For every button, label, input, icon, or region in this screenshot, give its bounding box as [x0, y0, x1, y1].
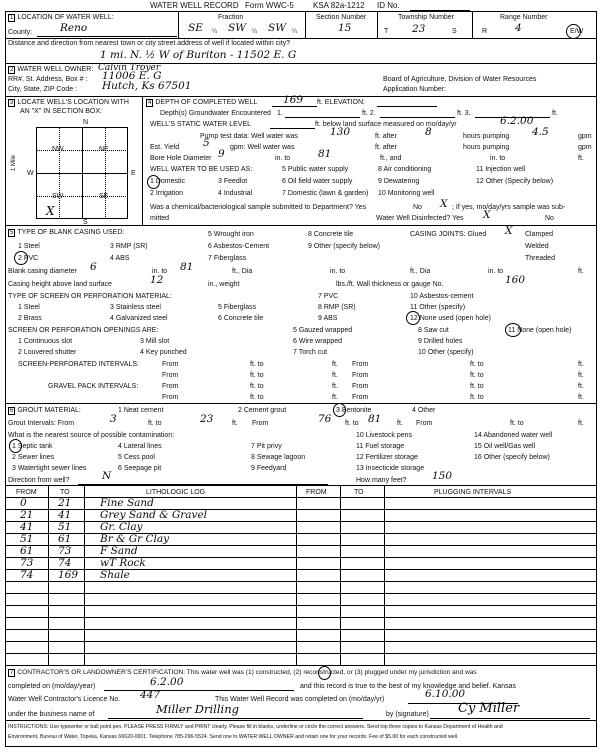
screen-12[interactable]: 12 None used (open hole)	[410, 315, 491, 322]
gauge-value[interactable]: 160	[505, 274, 526, 286]
grout-4[interactable]: 4 Other	[412, 407, 436, 414]
business-name-value[interactable]: Miller Drilling	[156, 702, 239, 716]
threaded-label: Threaded	[525, 255, 555, 262]
perf-from-1: From	[162, 361, 179, 368]
address-label: RR#, St. Address, Box # :	[8, 76, 88, 83]
section-number-value[interactable]: 15	[338, 22, 352, 34]
section-7-label: 7 CONTRACTOR'S OR LANDOWNER'S CERTIFICATION: This water well was (1) constructed, (2) reconstructed, or (3) plugged under my jurisdiction and was	[10, 669, 477, 676]
grout-to-2-label: ft. to	[345, 420, 359, 427]
constructed-circle	[318, 666, 331, 680]
grout-3[interactable]: 3 Bentonite	[336, 407, 372, 414]
clamped-label: Clamped	[525, 231, 554, 238]
pump-gpm-label: gpm	[578, 133, 592, 140]
bact-no-label: No	[413, 204, 422, 211]
pump-test-label: Pump test data: Well water was	[200, 133, 298, 140]
log-description[interactable]: Gr. Clay	[100, 521, 143, 533]
opening-11[interactable]: 11 None (open hole)	[508, 327, 572, 334]
how-many-feet-label: How many feet?	[356, 477, 407, 484]
how-many-feet-value[interactable]: 150	[432, 470, 453, 482]
use-10[interactable]: 10 Monitoring well	[378, 190, 435, 197]
casing-in-to-3: in. to	[488, 268, 504, 275]
record-completed-value[interactable]: 6.10.00	[425, 688, 466, 700]
contam-12[interactable]: 12 Fertilizer storage	[356, 454, 418, 461]
quarter-mark-2: ¼	[252, 29, 258, 35]
log-from[interactable]: 73	[20, 557, 34, 569]
quadrant-ne: NE	[99, 146, 109, 153]
completed-on-label: completed on (mo/day/year)	[8, 683, 96, 690]
screen-7[interactable]: 7 PVC	[318, 293, 339, 300]
casing-weight-label: in., weight	[208, 281, 240, 288]
range-label: Range Number	[500, 14, 548, 21]
section-2-label: 2 WATER WELL OWNER:	[10, 66, 94, 73]
perforated-intervals-label: SCREEN-PERFORATED INTERVALS:	[18, 361, 139, 368]
use-6[interactable]: 6 Oil field water supply	[282, 178, 353, 185]
contam-4[interactable]: 4 Lateral lines	[118, 443, 162, 450]
log-description[interactable]: wT Rock	[100, 557, 146, 569]
contam-8[interactable]: 8 Sewage lagoon	[251, 454, 306, 461]
grout-ft-3: ft.	[578, 420, 584, 427]
opening-6[interactable]: 6 Wire wrapped	[293, 338, 343, 345]
use-12[interactable]: 12 Other (Specify below)	[476, 178, 554, 185]
casing-4[interactable]: 4 ABS	[110, 255, 130, 262]
gravel-ft-3: ft.	[332, 394, 338, 401]
casing-2[interactable]: 2 PVC	[18, 255, 39, 262]
casing-lbs-label: lbs./ft. Wall thickness or gauge No.	[336, 281, 444, 288]
instructions-line-2: Environment, Bureau of Water, Topeka, Kansas 66620-0001. Telephone 785-296-5524. Send one to WATER WELL OWNER and retain one for your records. Fee of $5.00 for each constructed well.	[8, 734, 459, 740]
gravel-to-1: ft. to	[250, 383, 264, 390]
contam-13[interactable]: 13 Insecticide storage	[356, 465, 425, 472]
opening-4[interactable]: 4 Key punched	[140, 349, 187, 356]
gravel-ft-4: ft.	[578, 394, 584, 401]
county-value[interactable]: Reno	[60, 22, 88, 34]
contam-6[interactable]: 6 Seepage pit	[118, 465, 162, 472]
perf-from-2: From	[352, 361, 369, 368]
casing-8[interactable]: 8 Concrete tile	[308, 231, 354, 238]
grout-ft-1: ft.	[232, 420, 238, 427]
log-from[interactable]: 61	[20, 545, 34, 557]
board-label: Board of Agriculture, Division of Water Resources	[383, 76, 537, 83]
use-8[interactable]: 8 Air conditioning	[378, 166, 432, 173]
gravel-to-3: ft. to	[250, 394, 264, 401]
contam-10[interactable]: 10 Livestock pens	[356, 432, 413, 439]
casing-5[interactable]: 5 Wrought iron	[208, 231, 254, 238]
contam-14[interactable]: 14 Abandoned water well	[474, 432, 553, 439]
grout-to-1[interactable]: 23	[200, 413, 214, 425]
yield-hours-label: hours pumping	[463, 144, 510, 151]
yield-gpm-tail: gpm	[578, 144, 592, 151]
grout-to-3-label: ft. to	[510, 420, 524, 427]
quarter-mark-3: ¼	[292, 29, 298, 35]
id-number-label: ID No.	[377, 1, 400, 10]
opening-5[interactable]: 5 Gauzed wrapped	[293, 327, 353, 334]
contam-9[interactable]: 9 Feedyard	[251, 465, 287, 472]
use-7[interactable]: 7 Domestic (lawn & garden)	[282, 190, 369, 197]
screen-12-circle	[406, 311, 420, 325]
use-11[interactable]: 11 Injection well	[476, 166, 526, 173]
bore-in-label: in. to	[275, 155, 291, 162]
compass-w: W	[27, 170, 34, 177]
log-description[interactable]: F Sand	[100, 545, 138, 557]
disinfected-label: Water Well Disinfected? Yes	[376, 215, 464, 222]
casing-diameter-label: Blank casing diameter	[8, 268, 77, 275]
openings-label: SCREEN OR PERFORATION OPENINGS ARE:	[8, 327, 159, 334]
log-from[interactable]: 51	[20, 533, 34, 545]
distance-label: Distance and direction from nearest town or city street address of well if located within city?	[8, 40, 291, 47]
log-to[interactable]: 74	[58, 557, 72, 569]
screen-9[interactable]: 9 ABS	[318, 315, 338, 322]
gravel-from-1: From	[162, 383, 179, 390]
opening-1[interactable]: 1 Continuous slot	[18, 338, 73, 345]
log-to[interactable]: 169	[58, 569, 79, 581]
screen-4[interactable]: 4 Galvanized steel	[110, 315, 168, 322]
yield-after-label: ft. after	[375, 144, 397, 151]
yield-gpm-label: gpm: Well water was	[230, 144, 295, 151]
application-number-label: Application Number:	[383, 86, 447, 93]
bacteriological-label: Was a chemical/bacteriological sample submitted to Department? Yes	[150, 204, 367, 211]
opening-10[interactable]: 10 Other (specify)	[418, 349, 474, 356]
perf-to-3: ft. to	[250, 372, 264, 379]
grout-from-3-label: From	[416, 420, 433, 427]
perf-to-2: ft. to	[470, 361, 484, 368]
use-2[interactable]: 2 Irrigation	[150, 190, 184, 197]
contam-5[interactable]: 5 Cess pool	[118, 454, 155, 461]
fraction-q3[interactable]: SW	[268, 22, 286, 34]
log-to[interactable]: 41	[58, 509, 72, 521]
section-5-label: 5 TYPE OF BLANK CASING USED:	[10, 229, 125, 236]
casing-1[interactable]: 1 Steel	[18, 243, 40, 250]
pump-value[interactable]: 130	[330, 126, 351, 138]
screen-11[interactable]: 11 Other (specify)	[410, 304, 466, 311]
grout-from-1[interactable]: 3	[110, 413, 117, 425]
log-from[interactable]: 0	[20, 497, 27, 509]
city-label: City, State, ZIP Code :	[8, 86, 77, 93]
casing-height-value[interactable]: 12	[150, 274, 164, 286]
one-mile-label: 1 Mile	[11, 154, 18, 172]
city-value[interactable]: Hutch, Ks 67501	[102, 80, 192, 92]
casing-3[interactable]: 3 RMP (SR)	[110, 243, 148, 250]
direction-label: Direction from well?	[8, 477, 70, 484]
bore-and-label: ft., and	[380, 155, 402, 162]
contam-7[interactable]: 7 Pit privy	[251, 443, 282, 450]
log-from[interactable]: 41	[20, 521, 34, 533]
owner-name[interactable]: Calvin Troyer	[98, 63, 161, 73]
contam-16[interactable]: 16 Other (specify below)	[474, 454, 550, 461]
contam-3[interactable]: 3 Watertight sewer lines	[12, 465, 87, 472]
true-record-label: and this record is true to the best of my knowledge and belief. Kansas	[300, 683, 516, 690]
license-label: Water Well Contractor's Licence No.	[8, 696, 121, 703]
log-to[interactable]: 51	[58, 521, 72, 533]
grout-ft-2: ft.	[397, 420, 403, 427]
log-to[interactable]: 73	[58, 545, 72, 557]
section-3-label: 3 LOCATE WELL'S LOCATION WITH	[10, 99, 129, 106]
gw-ft: ft.	[552, 110, 558, 117]
screen-10[interactable]: 10 Asbestos-cement	[410, 293, 474, 300]
form-title: WATER WELL RECORD	[150, 1, 239, 10]
casing-in-to-2: in. to	[330, 268, 346, 275]
range-ew: E/W	[570, 28, 584, 35]
casing-joints-glued[interactable]: X	[505, 225, 513, 237]
gw-3: ft. 3.	[457, 110, 471, 117]
perf-ft-3: ft.	[332, 372, 338, 379]
casing-6[interactable]: 6 Asbestos-Cement	[208, 243, 270, 250]
distance-value[interactable]: 1 mi. N. ½ W of Buriton - 11502 E. G	[100, 49, 297, 61]
casing-ft-dia-2: ft., Dia	[410, 268, 431, 275]
perf-to-4: ft. to	[470, 372, 484, 379]
casing-9[interactable]: 9 Other (specify below)	[308, 243, 380, 250]
screen-6[interactable]: 6 Concrete tile	[218, 315, 264, 322]
bact-if-yes-label: ; If yes, mo/day/yrs sample was sub-	[452, 204, 566, 211]
casing-height-label: Casing height above land surface	[8, 281, 112, 288]
log-header-lithologic: LITHOLOGIC LOG	[146, 489, 206, 496]
signature-label: by (signature)	[386, 711, 429, 718]
gravel-ft-2: ft.	[578, 383, 584, 390]
section-number-label: Section Number	[316, 14, 367, 21]
casing-to-value[interactable]: 81	[180, 261, 194, 273]
opening-2[interactable]: 2 Louvered shutter	[18, 349, 77, 356]
grout-from-2[interactable]: 76	[318, 413, 332, 425]
opening-3[interactable]: 3 Mill slot	[140, 338, 170, 345]
range-r: R	[482, 28, 488, 35]
form-number: Form WWC-5	[245, 1, 294, 10]
quadrant-sw: SW	[52, 193, 64, 200]
depth-value[interactable]: 169	[283, 94, 304, 106]
section-1-label: 1 LOCATION OF WATER WELL:	[10, 14, 114, 21]
contam-1[interactable]: 1 Septic tank	[12, 443, 53, 450]
log-from[interactable]: 74	[20, 569, 34, 581]
grout-3-circle	[333, 403, 346, 417]
instructions-line-1: INSTRUCTIONS: Use typewriter or ball point pen. PLEASE PRESS FIRMLY and PRINT clearly. Please fill in blanks, underline or circle the correct answers. Send top three copies to Kansas Department of Health and	[8, 724, 503, 730]
grout-intervals-label: Grout Intervals: From	[8, 420, 75, 427]
use-1[interactable]: 1 Domestic	[150, 178, 186, 185]
range-east-circle	[566, 24, 584, 39]
grout-1[interactable]: 1 Neat cement	[118, 407, 164, 414]
use-4[interactable]: 4 Industrial	[218, 190, 253, 197]
gravel-pack-label: GRAVEL PACK INTERVALS:	[48, 383, 139, 390]
quadrant-nw: NW	[52, 146, 64, 153]
log-description[interactable]: Shale	[100, 569, 130, 581]
section-6-label: 6 GROUT MATERIAL:	[10, 407, 81, 414]
log-header-from: FROM	[16, 489, 37, 496]
perf-ft-1: ft.	[332, 361, 338, 368]
gw-1: 1.	[277, 110, 283, 117]
log-to[interactable]: 61	[58, 533, 72, 545]
license-value[interactable]: 447	[140, 689, 161, 701]
township-s: S	[452, 28, 457, 35]
compass-e: E	[131, 170, 136, 177]
yield-label: Est. Yield	[150, 144, 180, 151]
groundwater-label: Depth(s) Groundwater Encountered	[160, 110, 271, 117]
perf-from-4: From	[352, 372, 369, 379]
county-label: County:	[8, 29, 33, 36]
perf-to-1: ft. to	[250, 361, 264, 368]
compass-n: N	[83, 119, 89, 126]
well-location-mark[interactable]: X	[46, 204, 55, 218]
pump-hours[interactable]: 8	[425, 126, 432, 138]
fraction-q2[interactable]: SW	[228, 22, 246, 34]
range-value[interactable]: 4	[515, 22, 522, 34]
township-t: T	[384, 28, 389, 35]
log-header-from-2: FROM	[306, 489, 327, 496]
log-from[interactable]: 21	[20, 509, 34, 521]
grout-2[interactable]: 2 Cement grout	[238, 407, 287, 414]
log-description[interactable]: Fine Sand	[100, 497, 154, 509]
grout-from-2-label: From	[252, 420, 269, 427]
pump-hours-label: hours pumping	[463, 133, 510, 140]
township-label: Township Number	[398, 14, 455, 21]
perf-ft-4: ft.	[578, 372, 584, 379]
bore-label: Bore Hole Diameter	[150, 155, 212, 162]
disinfected-no-label: No	[545, 215, 554, 222]
log-description[interactable]: Br & Gr Clay	[100, 533, 170, 545]
gravel-from-2: From	[352, 383, 369, 390]
address-value[interactable]: 11006 E. G	[102, 70, 162, 82]
fraction-label: Fraction	[218, 14, 244, 21]
use-5[interactable]: 5 Public water supply	[282, 166, 349, 173]
casing-7[interactable]: 7 Fiberglass	[208, 255, 247, 262]
log-header-plugging: PLUGGING INTERVALS	[434, 489, 512, 496]
screen-material-label: TYPE OF SCREEN OR PERFORATION MATERIAL:	[8, 293, 172, 300]
static-level-label: WELL'S STATIC WATER LEVEL	[150, 121, 252, 128]
bore-in2-label: in. to	[490, 155, 506, 162]
casing-ft-dia: ft., Dia	[232, 268, 253, 275]
casing-2-circle	[14, 251, 28, 265]
casing-ft-3: ft.	[578, 268, 584, 275]
gravel-from-4: From	[352, 394, 369, 401]
contamination-label: What is the nearest source of possible contamination:	[8, 432, 175, 439]
business-name-label: under the business name of	[8, 711, 95, 718]
use-9[interactable]: 9 Dewatering	[378, 178, 420, 185]
signature-value[interactable]: Cy Miller	[458, 701, 520, 716]
screen-8[interactable]: 8 RMP (SR)	[318, 304, 356, 311]
opening-11-circle	[505, 323, 521, 337]
casing-in-to: in. to	[152, 268, 168, 275]
gravel-to-4: ft. to	[470, 394, 484, 401]
pump-after-label: ft. after	[375, 133, 397, 140]
screen-1[interactable]: 1 Steel	[18, 304, 40, 311]
log-description[interactable]: Grey Sand & Gravel	[100, 509, 208, 521]
gw-2: ft. 2.	[362, 110, 376, 117]
ksa-reference: KSA 82a-1212	[313, 1, 365, 10]
completed-on-value[interactable]: 6.2.00	[150, 676, 184, 688]
static-date[interactable]: 6.2.00	[500, 115, 534, 127]
contam-1-circle	[9, 439, 22, 453]
quadrant-se: SE	[99, 193, 109, 200]
log-to[interactable]: 21	[58, 497, 72, 509]
fraction-q1[interactable]: SE	[188, 22, 203, 34]
section-3-label-2: AN "X" IN SECTION BOX:	[20, 108, 102, 115]
casing-diameter-value[interactable]: 6	[90, 261, 97, 273]
elevation-label: ft. ELEVATION:	[317, 99, 365, 106]
pump-gpm[interactable]: 4.5	[532, 126, 549, 138]
record-completed-label: This Water Well Record was completed on (mo/day/yr)	[215, 696, 385, 703]
gravel-ft-1: ft.	[332, 383, 338, 390]
water-use-label: WELL WATER TO BE USED AS:	[150, 166, 253, 173]
section-4-label: 4 DEPTH OF COMPLETED WELL	[148, 99, 258, 106]
bact-mitted-label: mitted	[150, 215, 170, 222]
opening-9[interactable]: 9 Drilled holes	[418, 338, 463, 345]
perf-from-3: From	[162, 372, 179, 379]
quarter-mark-1: ¼	[212, 29, 218, 35]
contam-2[interactable]: 2 Sewer lines	[12, 454, 55, 461]
bore-ft-label: ft.	[578, 155, 584, 162]
gravel-to-2: ft. to	[470, 383, 484, 390]
direction-value[interactable]: N	[102, 470, 112, 482]
log-header-to-2: TO	[354, 489, 364, 496]
use-3[interactable]: 3 Feedlot	[218, 178, 248, 185]
screen-5[interactable]: 5 Fiberglass	[218, 304, 257, 311]
opening-7[interactable]: 7 Torch cut	[293, 349, 328, 356]
static-ft-label: ft. below land surface measured on mo/day/yr	[315, 121, 457, 128]
bore-to[interactable]: 81	[318, 148, 332, 160]
grout-to-2[interactable]: 81	[368, 413, 382, 425]
use-1-circle	[147, 175, 160, 189]
casing-joints-label: CASING JOINTS: Glued	[410, 231, 487, 238]
compass-s: S	[83, 219, 88, 226]
perf-ft-2: ft.	[578, 361, 584, 368]
township-value[interactable]: 23	[412, 23, 426, 35]
contam-15[interactable]: 15 Oil well/Gas well	[474, 443, 536, 450]
yield-value[interactable]: 5	[203, 137, 210, 149]
bact-no-mark[interactable]: X	[440, 198, 448, 210]
log-header-to: TO	[60, 489, 70, 496]
screen-3[interactable]: 3 Stainless steel	[110, 304, 161, 311]
welded-label: Welded	[525, 243, 549, 250]
disinfected-yes-mark[interactable]: X	[483, 209, 491, 221]
opening-8[interactable]: 8 Saw cut	[418, 327, 449, 334]
gravel-from-3: From	[162, 394, 179, 401]
contam-11[interactable]: 11 Fuel storage	[356, 443, 405, 450]
screen-2[interactable]: 2 Brass	[18, 315, 42, 322]
grout-to-1-label: ft. to	[148, 420, 162, 427]
bore-diameter[interactable]: 9	[218, 148, 225, 160]
